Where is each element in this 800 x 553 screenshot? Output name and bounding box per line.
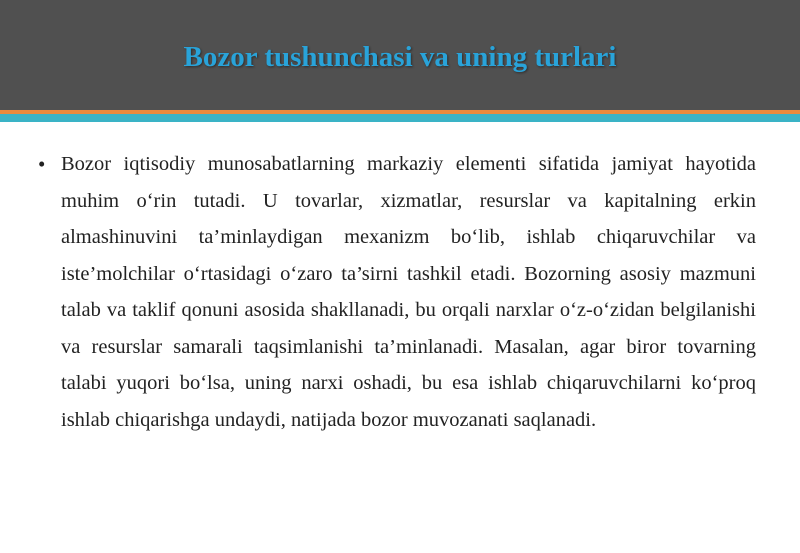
- content-area: [38, 146, 756, 438]
- title-banner: [0, 0, 800, 110]
- bullet-icon: •: [38, 152, 46, 176]
- accent-stripe-teal: [0, 114, 800, 122]
- slide-title: Bozor tushunchasi va uning turlari: [183, 41, 617, 73]
- bullet-text: Bozor iqtisodiy munosabatlarning markaziy elementi sifatida jamiyat hayotida muhim o‘rin tutadi. U tovarlar, xizmatlar, resurslar va kapitalning erkin almashinuvini ta’minlaydigan mexanizm bo‘lib, ishlab chiqaruvchilar va iste’molchilar o‘rtasidagi o‘zaro ta’sirni tashkil etadi. Bozorning asosiy mazmuni talab va taklif qonuni asosida shakllanadi, bu orqali narxlar o‘z-o‘zidan belgilanishi va resurslar samarali taqsimlanishi ta’minlanadi. Masalan, agar biror tovarning talabi yuqori bo‘lsa, uning narxi oshadi, bu esa ishlab chiqaruvchilarni ko‘proq ishlab chiqarishga undaydi, natijada bozor muvozanati saqlanadi.: [61, 153, 756, 431]
- bullet-item: [38, 146, 756, 438]
